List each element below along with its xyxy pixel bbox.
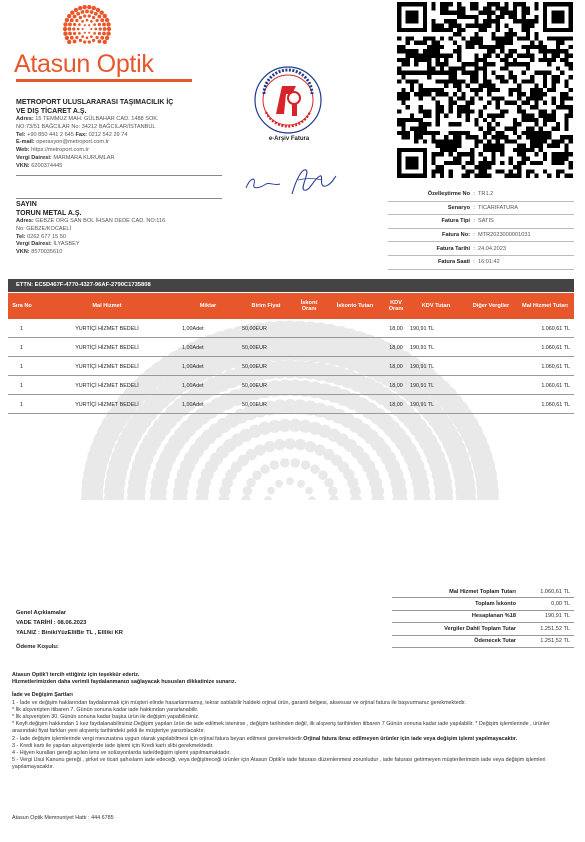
totals-table (392, 586, 574, 648)
buyer-tel-label: Tel: (16, 233, 26, 240)
buyer-tax-office: İLYASBEY (53, 241, 80, 248)
meta-row (388, 242, 574, 256)
sender-vkn-label: VKN: (16, 162, 30, 169)
buyer-vkn: 8570035610 (31, 249, 63, 256)
meta-value: 16:01:42 (478, 259, 500, 266)
table-row (8, 338, 574, 357)
buyer-address-label: Adres: (16, 218, 34, 224)
sender-name-1: METROPORT ULUSLARARASI TAŞIMACILIK İÇ (16, 99, 174, 106)
table-cell: 18,00 (389, 363, 403, 370)
total-row (392, 623, 574, 635)
buyer-salutation: SAYIN (16, 201, 37, 208)
meta-row (388, 256, 574, 270)
meta-row (388, 215, 574, 229)
policy-line: * İlk alışverişten itibaren 7. Günün sonuna kadar iade hakkından yararlanabilir. (12, 706, 199, 713)
buyer-tax-office-label: Vergi Dairesi: (16, 241, 52, 248)
buyer-name: TORUN METAL A.Ş. (16, 210, 82, 217)
brand-underline (16, 79, 192, 82)
brand-dots-icon (62, 4, 112, 54)
table-cell: 18,00 (389, 325, 403, 332)
meta-colon: : (473, 204, 475, 211)
meta-colon: : (473, 259, 475, 266)
column-header: Sıra No (12, 302, 32, 309)
amount-in-words: YALNIZ : BinikiYüzElliBir TL , Ellliki KR (16, 630, 123, 636)
column-header: Mal Hizmet Tutarı (522, 302, 568, 309)
table-cell (298, 319, 320, 338)
table-cell: 50,00EUR (242, 363, 267, 370)
sender-tax-office-label: Vergi Dairesi: (16, 154, 52, 161)
policy-line: 2 - İade değişim işlemlerinde vergi mevzuatına uygun olarak yapılabilmesi için orjinal fatura beyan edilmesi gerekmektedir. (12, 735, 304, 742)
sender-address-1: 15 TEMMUZ MAH. GÜLBAHAR CAD. 1488 SOK. (35, 116, 159, 122)
return-policy-notes (12, 672, 572, 772)
ministry-seal-icon (252, 64, 324, 136)
brand-logo: Atasun Optik (14, 50, 154, 78)
meta-value: TICARIFATURA (478, 204, 518, 211)
meta-value: SATIS (478, 218, 494, 225)
payment-terms: Ödeme Koşulu: (16, 644, 59, 650)
due-date: VADE TARİHİ : 08.06.2023 (16, 620, 87, 626)
table-cell: 18,00 (389, 401, 403, 408)
meta-key: Fatura No: (442, 232, 470, 239)
sender-tax-office: MARMARA KURUMLAR (53, 154, 115, 161)
table-cell: 1,00Adet (182, 325, 204, 332)
table-cell: 1,00Adet (182, 401, 204, 408)
policy-line: * Keyfi değişim hakkından 1 kez faydalanabilirsiniz.Değişim yapılan ürün de iade edilmek istenirse , değişim tarihinden değil, ilk alışveriş tarihinden itibaren 7 Günün sonuna kadar iade yapılabilir. * Değişim işlemlerinde , ürünler arasındaki fiyat farkları yeni alışveriş tarihindeki şekli ile müşteriye yansıtılacaktır. (12, 721, 550, 735)
sender-tel: +90 850 441 2 645 (27, 131, 74, 138)
policy-line: 5 - Vergi Usul Kanunu gereği , şirket ve ticari şahısların iade edeceği, veya değiştireceği ürünler için Atasun Optik'e iade faturası düzenlenmesi zorunludur , iade faturası getirmeyen müşterilerimizin iade veya değişim işlemleri yapılamayacaktır. (12, 757, 546, 771)
qr-code-icon[interactable] (397, 2, 573, 178)
total-key: Hesaplanan %18 (471, 613, 516, 620)
meta-key: Senaryo (447, 204, 470, 211)
support-line: Atasun Optik Memnuniyet Hattı : 444 6785 (12, 815, 114, 821)
meta-row (388, 202, 574, 216)
table-cell: 1 (20, 363, 23, 370)
table-cell: 190,91 TL (410, 363, 435, 370)
table-row (8, 376, 574, 395)
table-cell: 190,91 TL (410, 344, 435, 351)
meta-key: Fatura Tarihi (436, 245, 470, 252)
policy-line: 1 - İade ve değişim haklarından faydalanmak için müşteri elinde hasarlanmamış, tekrar satılabilir haldeki orjinal ürün, garanti belgesi, aksesuar ve orjinal fatura ile başvurmanız gerekmektedir. (12, 699, 466, 706)
table-cell: 1.060,61 TL (541, 344, 570, 351)
meta-key: Fatura Saati (437, 259, 470, 266)
policy-line: 3 - Kredi kartı ile yapılan alışverişlerde iade işlemi için Kredi kartı slibi gerekmektedir. (12, 742, 214, 749)
sender-email-label: E-mail: (16, 139, 35, 146)
meta-colon: : (473, 232, 475, 239)
table-cell (470, 395, 512, 414)
sender-divider (16, 175, 222, 176)
table-cell (298, 357, 320, 376)
table-cell: 1.060,61 TL (541, 382, 570, 389)
total-value: 1.060,61 TL (540, 588, 570, 595)
column-header: KDV Oranı (388, 299, 404, 312)
total-key: Ödenecek Tutar (474, 638, 516, 645)
meta-colon: : (473, 218, 475, 225)
ettn-bar: ETTN: EC5D467F-4770-4327-96AF-2790C1735808 (8, 279, 574, 292)
table-cell (328, 376, 382, 395)
column-header: KDV Tutarı (421, 302, 451, 309)
table-cell: 1,00Adet (182, 344, 204, 351)
sender-name-2: VE DIŞ TİCARET A.Ş. (16, 108, 87, 115)
table-cell: YURTİÇİ HİZMET BEDELİ (75, 344, 139, 351)
sender-address-2: NO:73/51 BAĞCILAR No: 34212 BAĞCILAR/İSTANBUL (16, 123, 156, 130)
buyer-block (16, 200, 236, 257)
sender-vkn: 6200374445 (31, 162, 63, 169)
signature-image (240, 158, 340, 200)
policy-line-bold: Orjinal fatura ibraz edilmeyen ürünler için iade veya değişim işlemi yapılmayacaktır. (303, 735, 518, 742)
table-cell: 50,00EUR (242, 344, 267, 351)
table-cell (470, 376, 512, 395)
sender-tel-label: Tel: (16, 131, 26, 138)
table-cell: 190,91 TL (410, 325, 435, 332)
meta-value: 24.04.2023 (478, 245, 506, 252)
table-cell: YURTİÇİ HİZMET BEDELİ (75, 325, 139, 332)
table-cell: 18,00 (389, 382, 403, 389)
table-cell (298, 376, 320, 395)
sender-address-label: Adres: (16, 116, 34, 122)
buyer-vkn-label: VKN: (16, 249, 30, 256)
meta-colon: : (473, 245, 475, 252)
general-notes-title: Genel Açıklamalar (16, 610, 67, 616)
meta-key: Fatura Tipi (441, 218, 470, 225)
table-cell: 50,00EUR (242, 325, 267, 332)
total-value: 1.251,52 TL (540, 638, 570, 645)
table-cell: 1,00Adet (182, 382, 204, 389)
column-header: Mal Hizmet (92, 302, 122, 309)
table-cell: 1.060,61 TL (541, 325, 570, 332)
table-cell: 18,00 (389, 344, 403, 351)
total-row (392, 586, 574, 598)
policy-line: * İlk alışverişten 30. Günün sonuna kadar başka ürün ile değişim yapabilirsiniz. (12, 714, 200, 721)
sender-email[interactable]: operasyon@metroport.com.tr (36, 139, 110, 146)
sender-fax: 0212 542 29 74 (88, 131, 128, 138)
total-row (392, 611, 574, 623)
buyer-address-1: GEBZE ORG SAN BOL İHSAN DEDE CAD. NO:116 (35, 218, 166, 224)
invoice-meta (388, 188, 574, 270)
table-cell: 1 (20, 401, 23, 408)
table-row (8, 319, 574, 338)
total-row (392, 636, 574, 648)
table-cell (470, 338, 512, 357)
sender-web-label: Web: (16, 147, 30, 154)
table-cell: 1 (20, 344, 23, 351)
table-cell (328, 338, 382, 357)
column-header: İskonto Tutarı (336, 302, 374, 309)
table-cell: 1 (20, 382, 23, 389)
table-cell (298, 338, 320, 357)
table-row (8, 395, 574, 414)
buyer-divider (16, 198, 222, 199)
table-cell: YURTİÇİ HİZMET BEDELİ (75, 401, 139, 408)
total-value: 190,91 TL (544, 613, 570, 620)
column-header: Miktar (199, 302, 217, 309)
column-header: Birim Fiyat (251, 302, 281, 309)
meta-value: MTR2023000001031 (478, 232, 531, 239)
table-cell: 1 (20, 325, 23, 332)
buyer-address-2: No: GEBZE/KOCAELİ (16, 225, 72, 232)
total-value: 1.251,52 TL (540, 625, 570, 632)
table-cell (328, 357, 382, 376)
sender-web[interactable]: https://metroport.com.tr (31, 147, 89, 154)
total-key: Toplam İskonto (475, 601, 516, 608)
meta-row (388, 188, 574, 202)
sender-block (16, 98, 216, 176)
sender-fax-label: Fax: (75, 131, 87, 138)
total-value: 0,00 TL (551, 601, 570, 608)
table-cell (470, 319, 512, 338)
meta-value: TR1.2 (478, 191, 494, 198)
table-cell: 1.060,61 TL (541, 401, 570, 408)
table-cell: 50,00EUR (242, 382, 267, 389)
buyer-tel: 0262 677 15 50 (27, 233, 66, 240)
table-cell: YURTİÇİ HİZMET BEDELİ (75, 382, 139, 389)
thanks-line-1: Atasun Optik'i tercih ettiğiniz için teşekkür ederiz. (12, 672, 140, 678)
table-cell (328, 395, 382, 414)
total-row (392, 598, 574, 610)
items-table-header (8, 293, 574, 319)
table-cell: 1,00Adet (182, 363, 204, 370)
table-cell: 190,91 TL (410, 382, 435, 389)
table-cell (470, 357, 512, 376)
table-cell: YURTİÇİ HİZMET BEDELİ (75, 363, 139, 370)
table-cell (298, 395, 320, 414)
policy-title: İade ve Değişim Şartları (12, 692, 73, 699)
column-header: Diğer Vergiler (472, 302, 510, 309)
meta-key: Özelleştirme No (427, 191, 470, 198)
general-notes (16, 608, 123, 652)
table-row (8, 357, 574, 376)
table-cell: 50,00EUR (242, 401, 267, 408)
table-cell: 190,91 TL (410, 401, 435, 408)
total-key: Vergiler Dahil Toplam Tutar (444, 625, 516, 632)
meta-row (388, 229, 574, 243)
thanks-line-2: Hizmetlerimizden daha verimli faydalanmanızı sağlayacak hususları dikkatinize sunarız. (12, 679, 237, 686)
meta-colon: : (473, 191, 475, 198)
e-arsiv-caption: e-Arşiv Fatura (268, 136, 310, 142)
column-header: İskont Oranı (300, 299, 318, 312)
table-cell: 1.060,61 TL (541, 363, 570, 370)
policy-line: 4 - Hijyen kuralları gereği açılan lens ve solüsyonlarda iade/değişim işlemi yapılmamaktadır. (12, 750, 231, 757)
total-key: Mal Hizmet Toplam Tutarı (449, 588, 516, 595)
table-cell (328, 319, 382, 338)
